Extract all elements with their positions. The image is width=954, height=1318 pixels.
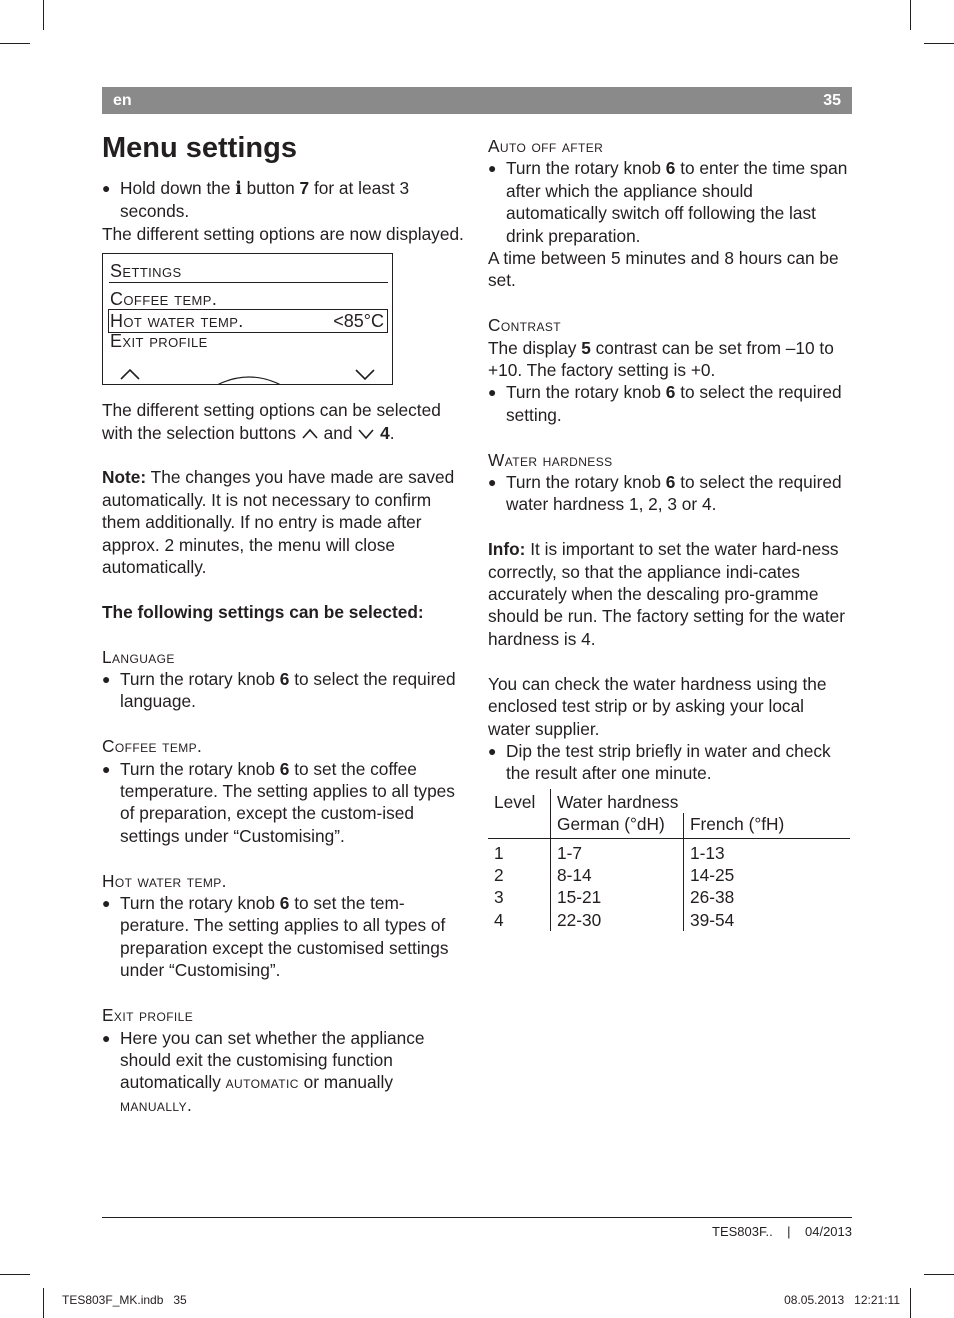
crop-mark [0, 1274, 30, 1275]
display-item-coffee-temp: Coffee temp. [110, 289, 218, 310]
water-hardness-heading: Water hardness [488, 449, 613, 470]
table-header-level: Level [494, 791, 536, 812]
info-paragraph: Info: It is important to set the water hard-ness correctly, so that the appliance indi-cates accurately when the descaling pro-gramme should be run. The factory setting for the water hardness is 4. [488, 539, 846, 649]
exit-profile-heading: Exit profile [102, 1005, 194, 1026]
coffee-temp-instruction: ● Turn the rotary knob 6 to set the coffee temperature. The setting applies to all types of preparation, except the custom-ised settings under “Customising”. [102, 758, 464, 848]
display-divider [109, 282, 388, 283]
crop-mark [43, 1288, 44, 1318]
selection-buttons-text: The different setting options can be selected with the selection buttons and 4. [102, 400, 441, 443]
chevron-up-icon [119, 366, 141, 382]
exit-profile-instruction: ● Here you can set whether the appliance should exit the customising function automatically automatic or manually manually. [102, 1027, 464, 1117]
auto-off-range: A time between 5 minutes and 8 hours can be set. [488, 248, 839, 291]
hot-water-temp-heading: Hot water temp. [102, 870, 227, 891]
footer-model-date [712, 1224, 852, 1239]
chevron-down-icon [357, 427, 375, 440]
crop-mark [43, 0, 44, 30]
display-item-exit-profile: Exit profile [110, 331, 208, 352]
check-hardness-text: You can check the water hardness using the enclosed test strip or by asking your local water supplier. [488, 673, 827, 739]
contrast-heading: Contrast [488, 315, 562, 336]
dip-strip-instruction: ● Dip the test strip briefly in water and check the result after one minute. [488, 740, 850, 785]
info-button-icon: i [235, 179, 242, 199]
rotary-knob-icon [216, 375, 282, 385]
hot-water-temp-instruction: ● Turn the rotary knob 6 to set the tem-perature. The setting applies to all types of preparation except the customised settings under “Customising”. [102, 892, 464, 982]
options-displayed-text: The different setting options are now displayed. [102, 223, 464, 244]
display-heading: Settings [110, 261, 182, 282]
display-item-hot-water-temp: Hot water temp. [110, 311, 244, 332]
coffee-temp-heading: Coffee temp. [102, 736, 203, 757]
crop-mark [910, 1288, 911, 1318]
auto-off-heading: Auto off after [488, 136, 604, 156]
water-hardness-instruction: ● Turn the rotary knob 6 to select the required water hardness 1, 2, 3 or 4. [488, 471, 850, 516]
table-header-french: French (°fH) [684, 813, 851, 838]
following-settings-heading: The following settings can be selected: [102, 601, 424, 622]
slug-timestamp: 08.05.2013 12:21:11 [784, 1293, 900, 1307]
footer-date: 04/2013 [805, 1224, 852, 1239]
crop-mark [924, 1274, 954, 1275]
footer-divider [102, 1217, 852, 1218]
contrast-instruction: ● Turn the rotary knob 6 to select the required setting. [488, 381, 850, 426]
left-column [102, 131, 464, 1116]
display-temperature-value: <85°C [333, 311, 384, 332]
note-paragraph: Note: The changes you have made are saved automatically. It is not necessary to confirm them additionally. If no entry is made after approx. 2 minutes, the menu will close automatically. [102, 467, 455, 578]
table-header-water-hardness: Water hardness [551, 789, 851, 813]
table-row: 1 1-7 1-13 [488, 838, 850, 864]
table-row: 3 15-21 26-38 [488, 886, 850, 908]
header-bar [102, 87, 852, 114]
crop-mark [0, 43, 30, 44]
hold-button-instruction: ● Hold down the i button 7 for at least 3 seconds. [102, 177, 464, 223]
auto-off-instruction: ● Turn the rotary knob 6 to enter the time span after which the appliance should automatically switch off following the last drink preparation. [488, 157, 850, 247]
footer-model: TES803F.. [712, 1224, 773, 1239]
chevron-up-icon [301, 427, 319, 440]
page-title: Menu settings [102, 132, 297, 164]
slug-file: TES803F_MK.indb 35 [62, 1293, 187, 1307]
table-header-german: German (°dH) [551, 813, 684, 838]
language-code: en [113, 92, 132, 109]
right-column [488, 135, 850, 931]
language-heading: Language [102, 646, 175, 667]
water-hardness-table [488, 789, 850, 931]
table-row: 4 22-30 39-54 [488, 909, 850, 931]
crop-mark [910, 0, 911, 30]
language-instruction: ● Turn the rotary knob 6 to select the required language. [102, 668, 464, 713]
crop-mark [924, 43, 954, 44]
chevron-down-icon [354, 366, 376, 382]
page-number: 35 [823, 92, 841, 109]
display-screen [102, 253, 393, 385]
footer-separator: | [787, 1224, 791, 1239]
table-row: 2 8-14 14-25 [488, 864, 850, 886]
contrast-text: The display 5 contrast can be set from –10 to +10. The factory setting is +0. [488, 337, 834, 381]
